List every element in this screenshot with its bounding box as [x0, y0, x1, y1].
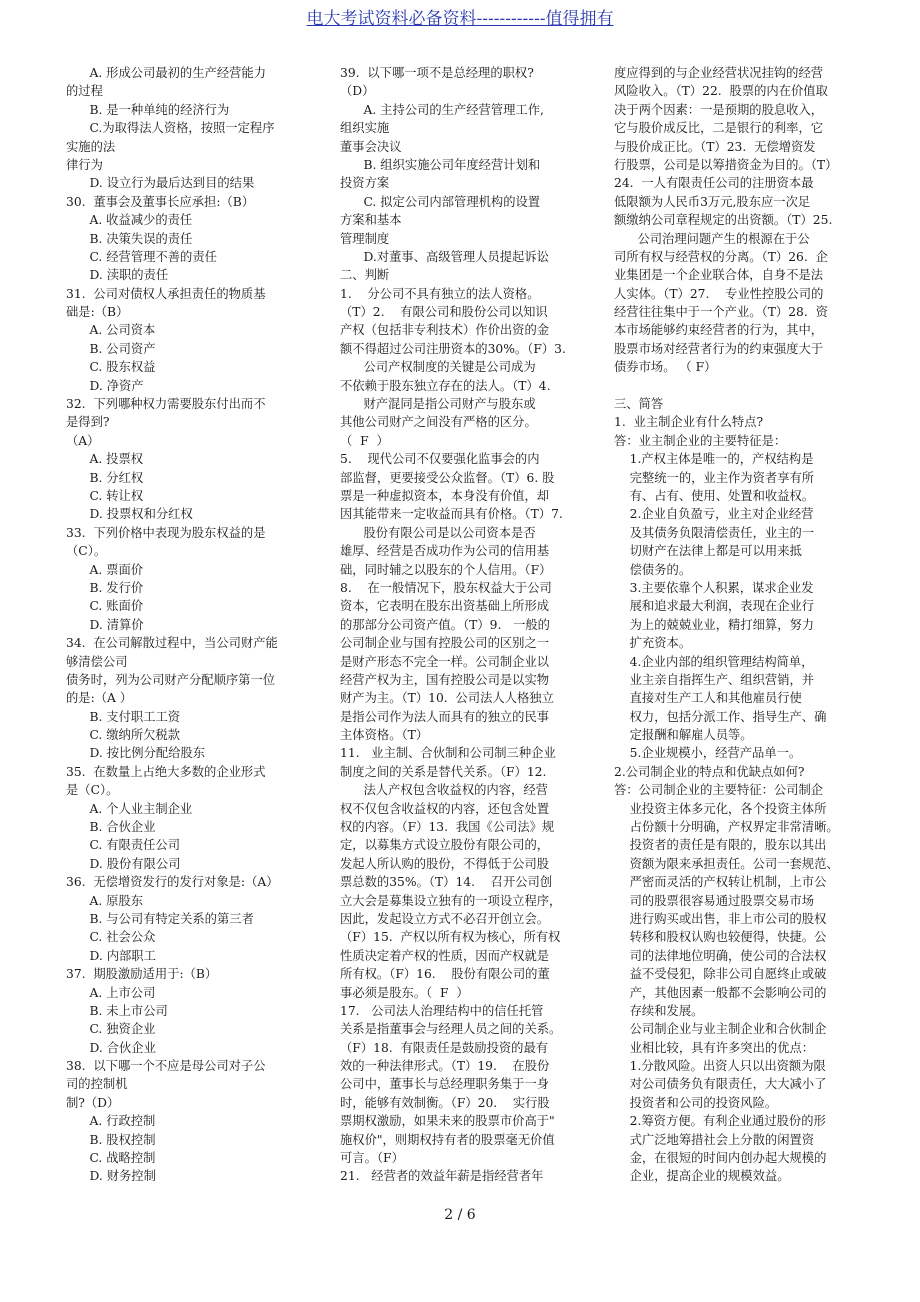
- text-line: B. 与公司有特定关系的第三者: [66, 911, 254, 926]
- text-line: C. 战略控制: [66, 1151, 156, 1166]
- text-line: 司的股票很容易通过股票交易市场: [614, 893, 815, 908]
- text-line: D. 设立行为最后达到目的结果: [66, 176, 255, 191]
- text-line: 答：业主制企业的主要特征是：: [614, 433, 787, 448]
- text-line: 的是:（A ）: [66, 691, 133, 706]
- text-line: 产，其他因素一般都不会影响公司的: [614, 985, 827, 1000]
- text-line: 企业，提高企业的规模效益。: [614, 1169, 790, 1184]
- text-line: 权力，包括分派工作、指导生产、确: [614, 709, 827, 724]
- text-line: D. 净资产: [66, 378, 144, 393]
- text-line: C. 有限责任公司: [66, 838, 181, 853]
- text-line: [614, 377, 860, 395]
- text-line: 管理制度: [340, 231, 390, 246]
- text-line: 产权（包括非专利技术）作价出资的金: [340, 323, 550, 338]
- text-line: 方案和基本: [340, 213, 402, 228]
- text-line: 经营往往集中于一个产业。（T）28. 资: [614, 305, 828, 320]
- text-line: 4.企业内部的组织管理结构简单，: [614, 654, 814, 669]
- text-line: 董事会决议: [340, 139, 402, 154]
- text-line: 经营产权为主，国有控股公司是以实物: [340, 672, 550, 687]
- text-line: 公司治理问题产生的根源在于公: [614, 231, 810, 246]
- text-line: 是财产形态不完全一样。公司制企业以: [340, 654, 550, 669]
- text-line: B. 分红权: [66, 470, 144, 485]
- text-line: 5. 现代公司不仅要强化监事会的内: [340, 452, 540, 467]
- text-line: 5.企业规模小，经营产品单一。: [614, 746, 802, 761]
- text-line: 金，在很短的时间内创办起大规模的: [614, 1151, 827, 1166]
- text-line: D. 股份有限公司: [66, 856, 181, 871]
- text-line: 37. 期股激励适用于:（B）: [66, 967, 218, 982]
- text-line: 11. 业主制、合伙制和公司制三种企业: [340, 746, 556, 761]
- text-line: 部监督，更要接受公众监督。（T）6. 股: [340, 470, 555, 485]
- text-line: 式广泛地筹措社会上分散的闲置资: [614, 1132, 815, 1147]
- text-line: 36. 无偿增资发行的发行对象是:（A）: [66, 875, 279, 890]
- text-line: 展和追求最大利润，表现在企业行: [614, 599, 815, 614]
- text-line: 35. 在数量上占绝大多数的企业形式: [66, 764, 266, 779]
- page-header: 电大考试资料必备资料------------值得拥有: [306, 9, 614, 29]
- text-line: 债券市场。 （ F）: [614, 360, 717, 375]
- text-line: （A）: [66, 433, 100, 448]
- text-line: 权不仅包含收益权的内容，还包含处置: [340, 801, 550, 816]
- text-line: 公司中，董事长与总经理职务集于一身: [340, 1077, 550, 1092]
- text-line: 司的控制机: [66, 1077, 128, 1092]
- text-line: C. 经营管理不善的责任: [66, 249, 217, 264]
- text-line: （D）: [340, 84, 375, 99]
- text-line: B. 决策失误的责任: [66, 231, 193, 246]
- text-line: 司所有权与经营权的分离。（T）26. 企: [614, 249, 828, 264]
- text-line: 投资者和公司的投资风险。: [614, 1095, 778, 1110]
- text-line: 制?（D）: [66, 1095, 120, 1110]
- text-line: B. 是一种单纯的经济行为: [66, 102, 230, 117]
- text-line: 额缴纳公司章程规定的出资额。（T）25.: [614, 213, 833, 228]
- text-line: D. 按比例分配给股东: [66, 746, 206, 761]
- text-line: 21. 经营者的效益年薪是指经营者年: [340, 1169, 544, 1184]
- text-line: 资额为限来承担责任。公司一套规范、: [614, 856, 839, 871]
- text-line: B. 股权控制: [66, 1132, 156, 1147]
- text-line: B. 支付职工工资: [66, 709, 181, 724]
- text-line: 31. 公司对债权人承担责任的物质基: [66, 286, 266, 301]
- text-line: 度应得到的与企业经营状况挂钩的经营: [614, 66, 824, 80]
- text-line: 制度之间的关系是替代关系。（F）12.: [340, 764, 547, 779]
- page-number: 2 / 6: [444, 1207, 476, 1223]
- text-line: 切财产在法律上都是可以用来抵: [614, 544, 802, 559]
- text-line: 它与股价成反比，二是银行的利率，它: [614, 121, 824, 136]
- text-line: 财产混同是指公司财产与股东或: [340, 397, 536, 412]
- text-line: 的过程: [66, 84, 103, 99]
- text-line: 定报酬和解雇人员等。: [614, 728, 753, 743]
- text-line: 定，以募集方式设立股份有限公司的，: [340, 838, 550, 853]
- text-line: 业投资主体多元化，各个投资主体所: [614, 801, 827, 816]
- text-line: 股票市场对经营者行为的约束强度大于: [614, 341, 824, 356]
- text-line: （F）18. 有限责任是鼓励投资的最有: [340, 1040, 549, 1055]
- text-line: 础是:（B）: [66, 305, 129, 320]
- text-line: 39. 以下哪一项不是总经理的职权?: [340, 66, 534, 80]
- text-line: A. 个人业主制企业: [66, 801, 193, 816]
- column-right: [614, 64, 860, 1186]
- text-line: 关系是指董事会与经理人员之间的关系。: [340, 1022, 562, 1037]
- text-line: 股份有限公司是以公司资本是否: [340, 525, 536, 540]
- text-line: （T）2. 有限公司和股份公司以知识: [340, 305, 548, 320]
- text-line: A. 原股东: [66, 893, 144, 908]
- column-left: [66, 64, 312, 1186]
- text-line: 不依赖于股东独立存在的法人。（T）4.: [340, 378, 551, 393]
- text-line: 础，同时辅之以股东的个人信用。（F）: [340, 562, 552, 577]
- text-line: B. 合伙企业: [66, 820, 156, 835]
- text-line: C. 拟定公司内部管理机构的设置: [340, 194, 541, 209]
- text-line: C. 转让权: [66, 488, 144, 503]
- text-line: 主体资格。（T）: [340, 728, 429, 743]
- text-line: 2.公司制企业的特点和优缺点如何?: [614, 764, 805, 779]
- text-line: 业集团是一个企业联合体，自身不是法: [614, 268, 824, 283]
- text-line: 够清偿公司: [66, 654, 128, 669]
- text-line: 权的内容。（F）13. 我国《公司法》规: [340, 820, 555, 835]
- text-line: 益不受侵犯，除非公司自愿终止或破: [614, 967, 827, 982]
- text-line: 因其能带来一定收益而具有价格。（T）7.: [340, 507, 563, 522]
- text-line: 时，能够有效制衡。（F）20. 实行股: [340, 1095, 550, 1110]
- text-line: 扩充资本。: [614, 636, 692, 651]
- text-line: A. 投票权: [66, 452, 144, 467]
- text-line: 对公司债务负有限责任，大大减小了: [614, 1077, 827, 1092]
- text-line: 风险收入。（T）22. 股票的内在价值取: [614, 84, 828, 99]
- text-line: B. 组织实施公司年度经营计划和: [340, 157, 541, 172]
- text-line: 1.分散风险。出资人只以出资额为限: [614, 1059, 826, 1074]
- text-line: C. 账面价: [66, 599, 144, 614]
- text-line: 为上的兢兢业业，精打细算，努力: [614, 617, 815, 632]
- text-line: 答：公司制企业的主要特征：公司制企: [614, 783, 824, 798]
- text-line: 立大会是募集设立独有的一项设立程序，: [340, 893, 562, 908]
- text-line: C. 社会公众: [66, 930, 156, 945]
- text-line: 债务时，列为公司财产分配顺序第一位: [66, 672, 276, 687]
- text-line: 30. 董事会及董事长应承担:（B）: [66, 194, 255, 209]
- text-line: 公司制企业与国有控股公司的区别之一: [340, 636, 550, 651]
- text-line: 8. 在一般情况下，股东权益大于公司: [340, 580, 552, 595]
- text-line: 性质决定着产权的性质，因而产权就是: [340, 948, 550, 963]
- text-line: 票期权激励，如果未来的股票市价高于": [340, 1114, 555, 1129]
- text-line: 完整统一的，业主作为资者享有所: [614, 470, 815, 485]
- text-line: 低限额为人民币3万元,股东应一次足: [614, 194, 811, 209]
- text-line: 存续和发展。: [614, 1003, 704, 1018]
- text-line: 及其债务负限清偿责任，业主的一: [614, 525, 815, 540]
- text-line: 3.主要依靠个人积累，谋求企业发: [614, 580, 814, 595]
- text-line: 2.筹资方便。有利企业通过股份的形: [614, 1114, 826, 1129]
- text-line: 所有权。（F）16. 股份有限公司的董: [340, 967, 550, 982]
- text-line: 决于两个因素：一是预期的股息收入，: [614, 102, 824, 117]
- text-line: 投资方案: [340, 176, 390, 191]
- text-line: 行股票，公司是以筹措资金为目的。（T）: [614, 157, 838, 172]
- text-line: （ F ）: [340, 433, 389, 448]
- text-line: D. 渎职的责任: [66, 268, 169, 283]
- text-line: 与股价成正比。（T）23. 无偿增资发: [614, 139, 816, 154]
- text-line: 的那部分公司资产值。（T）9. 一般的: [340, 617, 550, 632]
- text-line: 事必须是股东。（ F ）: [340, 985, 469, 1000]
- text-line: C. 缴纳所欠税款: [66, 728, 181, 743]
- text-line: 1. 分公司不具有独立的法人资格。: [340, 286, 540, 301]
- text-line: 38. 以下哪一个不应是母公司对子公: [66, 1059, 266, 1074]
- text-line: 公司产权制度的关键是公司成为: [340, 360, 536, 375]
- text-line: 34. 在公司解散过程中，当公司财产能: [66, 636, 278, 651]
- text-line: 1.产权主体是唯一的，产权结构是: [614, 452, 814, 467]
- text-line: 17. 公司法人治理结构中的信任托管: [340, 1003, 544, 1018]
- text-line: 施权价"，则期权持有者的股票毫无价值: [340, 1132, 555, 1147]
- text-line: 实施的法: [66, 139, 116, 154]
- text-line: 业主亲自指挥生产、组织营销，并: [614, 672, 815, 687]
- text-line: D. 清算价: [66, 617, 144, 632]
- text-line: 额不得超过公司注册资本的30%。（F）3.: [340, 341, 566, 356]
- text-line: 进行购买或出售，非上市公司的股权: [614, 911, 827, 926]
- text-line: D. 合伙企业: [66, 1040, 156, 1055]
- text-line: 1. 业主制企业有什么特点?: [614, 415, 764, 430]
- column-middle: [340, 64, 586, 1186]
- text-line: （C）。: [66, 544, 107, 559]
- text-line: 投资者的责任是有限的，股东以其出: [614, 838, 827, 853]
- text-line: 资本，它表明在股东出资基础上所形成: [340, 599, 550, 614]
- text-line: 票总数的35%。（T）14. 召开公司创: [340, 875, 553, 890]
- text-line: A. 公司资本: [66, 323, 156, 338]
- text-line: 偿债务的。: [614, 562, 692, 577]
- text-line: 发起人所认购的股份，不得低于公司股: [340, 856, 550, 871]
- text-line: 三、简答: [614, 397, 664, 412]
- text-line: 本市场能够约束经营者的行为，其中，: [614, 323, 824, 338]
- text-line: A. 形成公司最初的生产经营能力: [66, 66, 267, 80]
- text-line: 因此，发起设立方式不必召开创立会。: [340, 911, 550, 926]
- text-line: 可言。（F）: [340, 1151, 404, 1166]
- text-line: 组织实施: [340, 121, 390, 136]
- text-line: 24. 一人有限责任公司的注册资本最: [614, 176, 814, 191]
- text-line: 转移和股权认购也较便得，快捷。公: [614, 930, 827, 945]
- text-line: 二、判断: [340, 268, 390, 283]
- text-line: D. 财务控制: [66, 1169, 156, 1184]
- text-line: 司的法律地位明确，使公司的合法权: [614, 948, 827, 963]
- text-line: 是指公司作为法人而具有的独立的民事: [340, 709, 550, 724]
- text-line: A. 上市公司: [66, 985, 156, 1000]
- text-line: 占份额十分明确，产权界定非常清晰。: [614, 820, 839, 835]
- text-line: 律行为: [66, 157, 103, 172]
- text-line: B. 公司资产: [66, 341, 156, 356]
- text-line: 法人产权包含收益权的内容，经营: [340, 783, 548, 798]
- text-line: B. 发行价: [66, 580, 144, 595]
- text-line: A. 主持公司的生产经营管理工作,: [340, 102, 544, 117]
- text-line: A. 收益减少的责任: [66, 213, 193, 228]
- text-line: 是得到?: [66, 415, 110, 430]
- text-line: 雄厚、经营是否成功作为公司的信用基: [340, 544, 550, 559]
- text-line: 效的一种法律形式。（T）19. 在股份: [340, 1059, 550, 1074]
- text-line: 其他公司财产之间没有严格的区分。: [340, 415, 537, 430]
- text-line: 是（C）。: [66, 783, 119, 798]
- text-line: 严密而灵活的产权转让机制，上市公: [614, 875, 827, 890]
- text-line: 有、占有、使用、处置和收益权。: [614, 488, 815, 503]
- text-line: A. 行政控制: [66, 1114, 156, 1129]
- text-line: 33. 下列价格中表现为股东权益的是: [66, 525, 266, 540]
- text-line: 直接对生产工人和其他雇员行使: [614, 691, 802, 706]
- text-line: B. 未上市公司: [66, 1003, 168, 1018]
- text-line: （F）15. 产权以所有权为核心，所有权: [340, 930, 561, 945]
- text-line: C.为取得法人资格，按照一定程序: [66, 121, 275, 136]
- text-line: A. 票面价: [66, 562, 144, 577]
- text-line: 票是一种虚拟资本，本身没有价值，却: [340, 488, 550, 503]
- text-line: D. 投票权和分红权: [66, 507, 193, 522]
- text-line: C. 股东权益: [66, 360, 156, 375]
- text-line: 32. 下列哪种权力需要股东付出而不: [66, 397, 266, 412]
- text-line: 人实体。（T）27. 专业性控股公司的: [614, 286, 824, 301]
- text-line: D.对董事、高级管理人员提起诉讼: [340, 249, 549, 264]
- text-line: 公司制企业与业主制企业和合伙制企: [614, 1022, 827, 1037]
- text-line: 2.企业自负盈亏，业主对企业经营: [614, 507, 814, 522]
- text-line: D. 内部职工: [66, 948, 156, 963]
- text-line: 财产为主。（T）10. 公司法人人格独立: [340, 691, 554, 706]
- text-line: 业相比较，具有许多突出的优点：: [614, 1040, 815, 1055]
- text-line: C. 独资企业: [66, 1022, 156, 1037]
